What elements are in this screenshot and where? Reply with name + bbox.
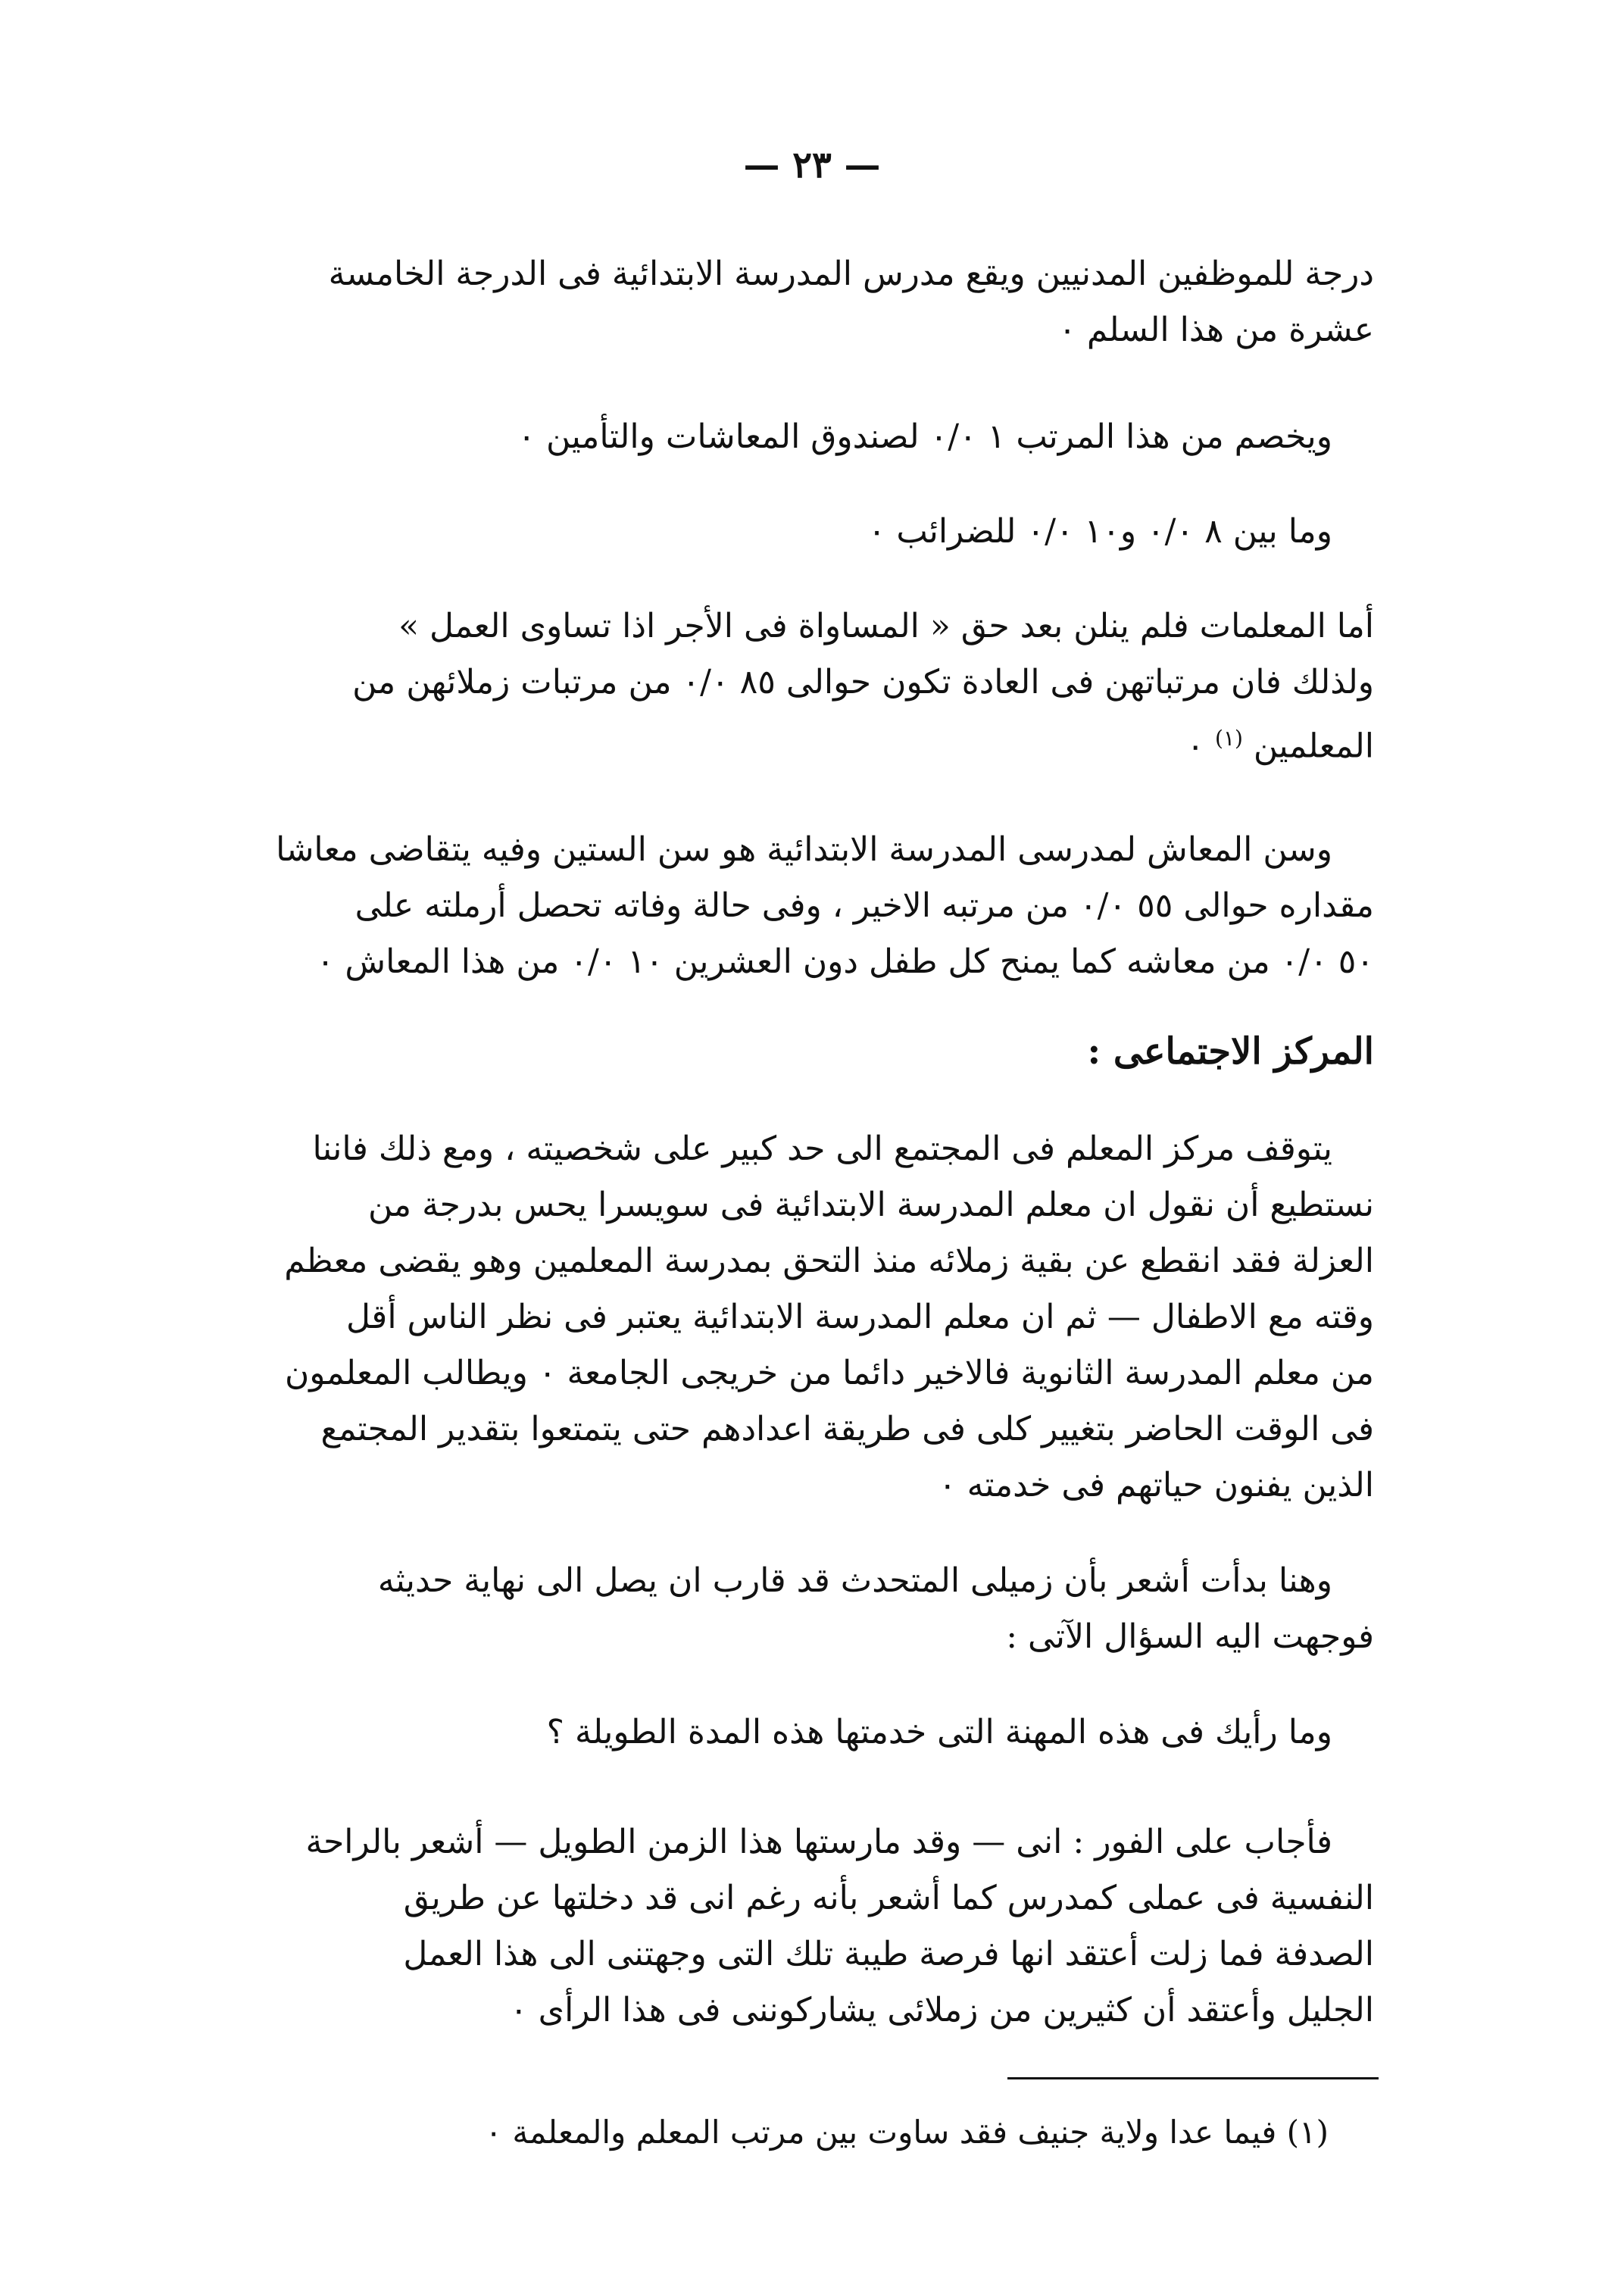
text-line: ولذلك فان مرتباتهن فى العادة تكون حوالى ٨٥ ٠/٠ من مرتبات زملائهن من <box>352 663 1374 701</box>
text-line: فأجاب على الفور : انى — وقد مارستها هذا الزمن الطويل — أشعر بالراحة <box>305 1823 1332 1861</box>
paragraph-question-intro <box>253 1553 1374 1665</box>
text-line: أما المعلمات فلم ينلن بعد حق « المساواة فى الأجر اذا تساوى العمل » <box>398 607 1374 645</box>
text-line: وما بين ٨ ٠/٠ و١٠ ٠/٠ للضرائب ٠ <box>867 512 1332 551</box>
text-line: درجة للموظفين المدنيين ويقع مدرس المدرسة الابتدائية فى الدرجة الخامسة <box>328 255 1374 293</box>
text-line: فى الوقت الحاضر بتغيير كلى فى طريقة اعدادهم حتى يتمتعوا بتقدير المجتمع <box>320 1410 1374 1448</box>
paragraph-taxes <box>253 504 1374 560</box>
footnote: (١) فيما عدا ولاية جنيف فقد ساوت بين مرتب المعلم والمعلمة ٠ <box>485 2114 1329 2151</box>
paragraph-women-teachers <box>253 598 1374 775</box>
text-line: مقداره حوالى ٥٥ ٠/٠ من مرتبه الاخير ، وفى حالة وفاته تحصل أرملته على <box>354 886 1374 925</box>
text-line: الجليل وأعتقد أن كثيرين من زملائى يشاركوننى فى هذا الرأى ٠ <box>510 1991 1374 2029</box>
paragraph-retirement <box>253 822 1374 990</box>
footnote-reference: (١) <box>1215 726 1243 751</box>
text-line: يتوقف مركز المعلم فى المجتمع الى حد كبير على شخصيته ، ومع ذلك فاننا <box>312 1130 1332 1168</box>
paragraph-answer <box>253 1814 1374 2039</box>
paragraph-question <box>253 1704 1374 1761</box>
text-line: وما رأيك فى هذه المهنة التى خدمتها هذه المدة الطويلة ؟ <box>546 1713 1332 1751</box>
text-line: الصدفة فما زلت أعتقد انها فرصة طيبة تلك التى وجهتنى الى هذا العمل <box>403 1935 1374 1973</box>
text-line <box>253 711 1374 775</box>
text-segment: ٠ <box>1186 726 1204 766</box>
text-line: فوجهت اليه السؤال الآتى : <box>1006 1617 1374 1656</box>
section-heading: المركز الاجتماعى : <box>1087 1030 1374 1073</box>
paragraph-pension-deduction <box>253 409 1374 465</box>
footnote-divider <box>1007 2077 1379 2079</box>
page-number: — ٢٣ — <box>743 144 881 186</box>
paragraph-social-status <box>253 1121 1374 1514</box>
text-line: وقته مع الاطفال — ثم ان معلم المدرسة الابتدائية يعتبر فى نظر الناس أقل <box>345 1298 1374 1336</box>
text-line: نستطيع أن نقول ان معلم المدرسة الابتدائية فى سويسرا يحس بدرجة من <box>368 1186 1374 1224</box>
text-line: ٥٠ ٠/٠ من معاشه كما يمنح كل طفل دون العشرين ١٠ ٠/٠ من هذا المعاش ٠ <box>316 942 1374 981</box>
text-line: النفسية فى عملى كمدرس كما أشعر بأنه رغم انى قد دخلتها عن طريق <box>403 1879 1374 1917</box>
text-line: من معلم المدرسة الثانوية فالاخير دائما من خريجى الجامعة ٠ ويطالب المعلمون <box>284 1354 1374 1392</box>
text-line: عشرة من هذا السلم ٠ <box>1058 311 1374 349</box>
text-line: وسن المعاش لمدرسى المدرسة الابتدائية هو سن الستين وفيه يتقاضى معاشا <box>276 830 1332 869</box>
text-line: وهنا بدأت أشعر بأن زميلى المتحدث قد قارب ان يصل الى نهاية حديثه <box>377 1561 1332 1600</box>
text-line: ويخصم من هذا المرتب ١ ٠/٠ لصندوق المعاشات والتأمين ٠ <box>517 417 1332 456</box>
text-segment: المعلمين <box>1253 726 1374 766</box>
text-line: العزلة فقد انقطع عن بقية زملائه منذ التحق بمدرسة المعلمين وهو يقضى معظم <box>284 1242 1374 1280</box>
paragraph-salary-grade <box>253 246 1374 358</box>
text-line: الذين يفنون حياتهم فى خدمته ٠ <box>938 1466 1374 1504</box>
